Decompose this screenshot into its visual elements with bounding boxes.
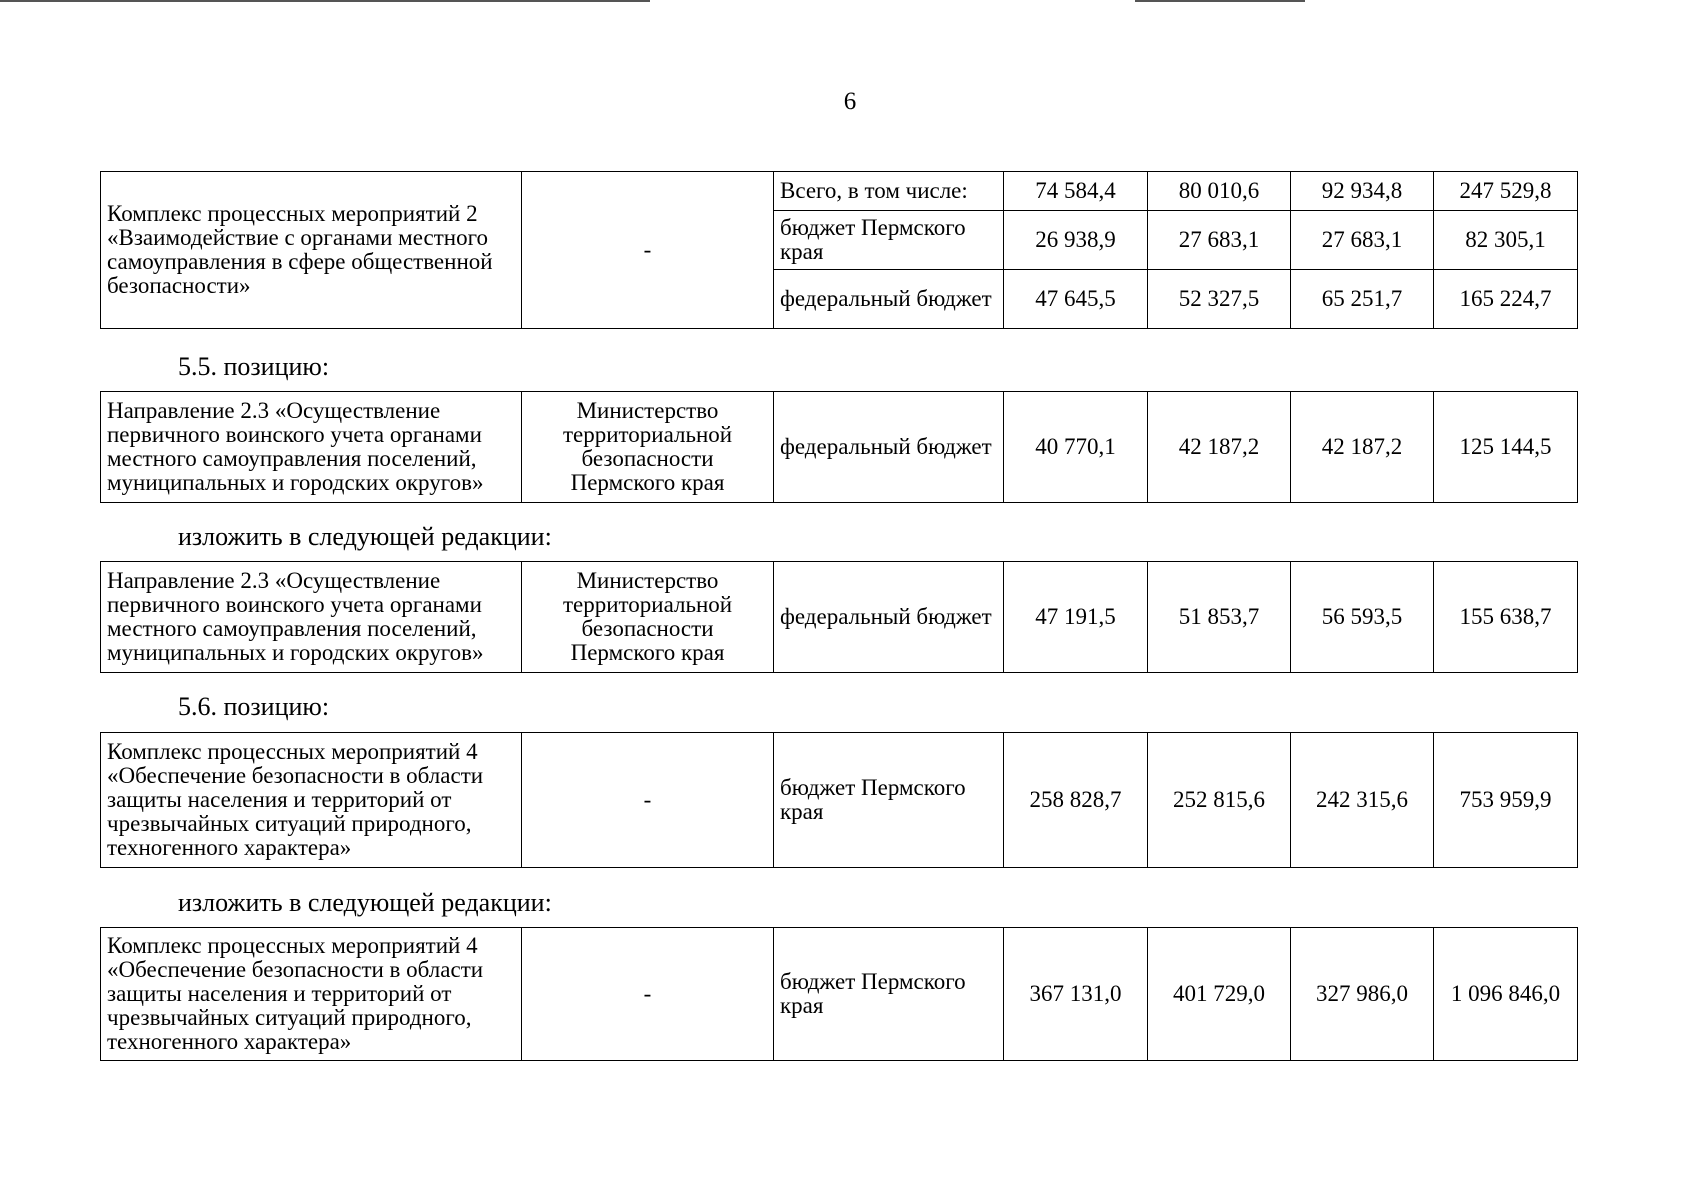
value-total: 247 529,8 bbox=[1434, 172, 1578, 211]
value-year-3: 92 934,8 bbox=[1291, 172, 1434, 211]
value-year-2: 80 010,6 bbox=[1148, 172, 1291, 211]
table-block-4 bbox=[100, 732, 1578, 868]
scan-edge-left bbox=[0, 0, 650, 2]
funding-source: бюджет Пермского края bbox=[774, 211, 1004, 270]
table-row bbox=[101, 562, 1578, 673]
value-total: 165 224,7 bbox=[1434, 270, 1578, 329]
value-year-1: 258 828,7 bbox=[1004, 733, 1148, 868]
executor: Министерство территориальной безопасности Пермского края bbox=[522, 562, 774, 673]
scan-edge-right bbox=[1135, 0, 1305, 2]
value-year-1: 47 645,5 bbox=[1004, 270, 1148, 329]
value-year-3: 242 315,6 bbox=[1291, 733, 1434, 868]
measure-name: Направление 2.3 «Осуществление первичного воинского учета органами местного самоуправления поселений, муниципальных и городских округов» bbox=[101, 392, 522, 503]
value-year-1: 74 584,4 bbox=[1004, 172, 1148, 211]
funding-source: бюджет Пермского края bbox=[774, 928, 1004, 1061]
measure-name: Направление 2.3 «Осуществление первичного воинского учета органами местного самоуправления поселений, муниципальных и городских округов» bbox=[101, 562, 522, 673]
table-row bbox=[101, 928, 1578, 1061]
value-year-3: 327 986,0 bbox=[1291, 928, 1434, 1061]
value-year-2: 51 853,7 bbox=[1148, 562, 1291, 673]
label-position-5-5: 5.5. позицию: bbox=[178, 352, 330, 381]
value-year-2: 252 815,6 bbox=[1148, 733, 1291, 868]
funding-source: федеральный бюджет bbox=[774, 270, 1004, 329]
funding-source: Всего, в том числе: bbox=[774, 172, 1004, 211]
measure-name: Комплекс процессных мероприятий 4 «Обеспечение безопасности в области защиты населения и территорий от чрезвычайных ситуаций природного, техногенного характера» bbox=[101, 928, 522, 1061]
value-total: 82 305,1 bbox=[1434, 211, 1578, 270]
table-block-3 bbox=[100, 561, 1578, 673]
value-year-1: 26 938,9 bbox=[1004, 211, 1148, 270]
value-total: 155 638,7 bbox=[1434, 562, 1578, 673]
value-year-3: 27 683,1 bbox=[1291, 211, 1434, 270]
value-year-3: 56 593,5 bbox=[1291, 562, 1434, 673]
executor: - bbox=[522, 733, 774, 868]
table-block-1 bbox=[100, 171, 1578, 329]
table-row bbox=[101, 172, 1578, 211]
table-block-5 bbox=[100, 927, 1578, 1061]
label-new-edition-1: изложить в следующей редакции: bbox=[178, 522, 552, 551]
value-year-2: 52 327,5 bbox=[1148, 270, 1291, 329]
funding-source: бюджет Пермского края bbox=[774, 733, 1004, 868]
value-total: 125 144,5 bbox=[1434, 392, 1578, 503]
table-row bbox=[101, 392, 1578, 503]
value-year-3: 65 251,7 bbox=[1291, 270, 1434, 329]
executor: Министерство территориальной безопасности Пермского края bbox=[522, 392, 774, 503]
value-year-1: 367 131,0 bbox=[1004, 928, 1148, 1061]
executor: - bbox=[522, 172, 774, 329]
value-year-3: 42 187,2 bbox=[1291, 392, 1434, 503]
value-year-2: 27 683,1 bbox=[1148, 211, 1291, 270]
funding-source: федеральный бюджет bbox=[774, 562, 1004, 673]
value-total: 753 959,9 bbox=[1434, 733, 1578, 868]
measure-name: Комплекс процессных мероприятий 4 «Обеспечение безопасности в области защиты населения и территорий от чрезвычайных ситуаций природного, техногенного характера» bbox=[101, 733, 522, 868]
value-year-1: 47 191,5 bbox=[1004, 562, 1148, 673]
value-year-2: 42 187,2 bbox=[1148, 392, 1291, 503]
measure-name: Комплекс процессных мероприятий 2 «Взаимодействие с органами местного самоуправления в сфере общественной безопасности» bbox=[101, 172, 522, 329]
label-new-edition-2: изложить в следующей редакции: bbox=[178, 888, 552, 917]
page-number: 6 bbox=[843, 88, 857, 115]
value-total: 1 096 846,0 bbox=[1434, 928, 1578, 1061]
funding-source: федеральный бюджет bbox=[774, 392, 1004, 503]
value-year-2: 401 729,0 bbox=[1148, 928, 1291, 1061]
table-block-2 bbox=[100, 391, 1578, 503]
executor: - bbox=[522, 928, 774, 1061]
value-year-1: 40 770,1 bbox=[1004, 392, 1148, 503]
table-row bbox=[101, 733, 1578, 868]
label-position-5-6: 5.6. позицию: bbox=[178, 692, 330, 721]
